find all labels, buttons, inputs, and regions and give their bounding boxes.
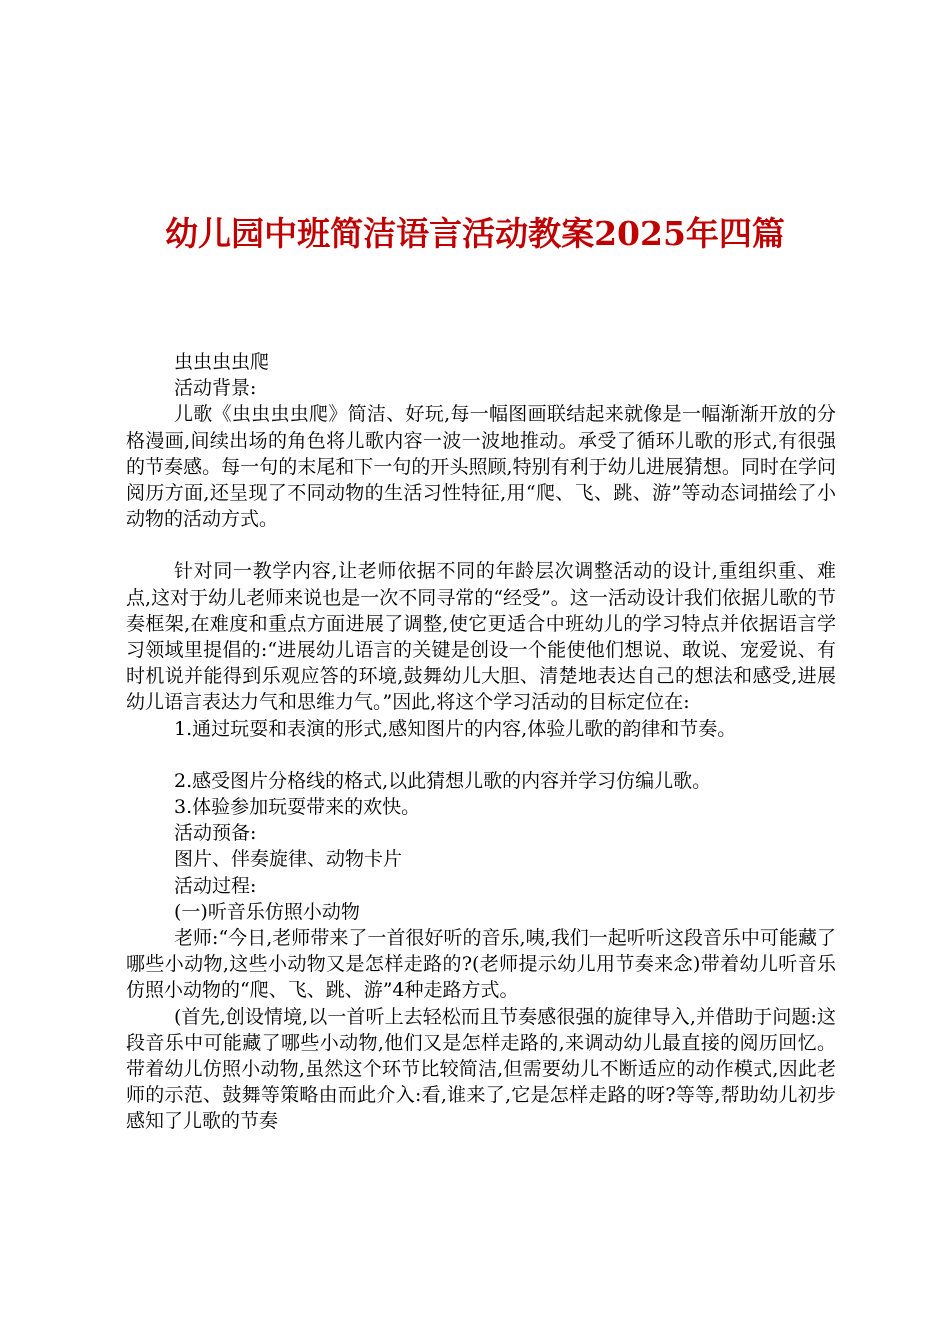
goal-item-3: 3.体验参加玩耍带来的欢快。	[174, 796, 421, 819]
document-title: 幼儿园中班简洁语言活动教案2025年四篇	[165, 214, 785, 253]
paragraph-commentary: (首先,创设情境,以一首听上去轻松而且节奏感很强的旋律导入,并借助于问题:这段音乐中可能藏了哪些小动物,他们又是怎样走路的,来调动幼儿最直接的阅历回忆。带着幼儿仿照小动物,虽然这个环节比较简洁,但需要幼儿不断适应的动作模式,因此老师的示范、鼓舞等策略由而此介入:看,谁来了,它是怎样走路的呀?等等,帮助幼儿初步感知了儿歌的节奏	[126, 1005, 836, 1133]
section-title: 虫虫虫虫爬	[174, 351, 270, 373]
goal-item-1: 1.通过玩耍和表演的形式,感知图片的内容,体验儿歌的韵律和节奏。	[174, 717, 737, 740]
section-heading-preparation: 活动预备:	[174, 822, 257, 845]
preparation-list: 图片、伴奏旋律、动物卡片	[174, 848, 403, 871]
document-body	[126, 349, 836, 1135]
section-heading-process: 活动过程:	[174, 874, 257, 897]
paragraph-gap	[126, 532, 836, 558]
paragraph-background: 儿歌《虫虫虫虫爬》简洁、好玩,每一幅图画联结起来就像是一幅渐渐开放的分格漫画,间续出场的角色将儿歌内容一波一波地推动。承受了循环儿歌的形式,有很强的节奏感。每一句的末尾和下一句的开头照顾,特别有利于幼儿进展猜想。同时在学问阅历方面,还呈现了不同动物的生活习性特征,用“爬、飞、跳、游”等动态词描绘了小动物的活动方式。	[126, 403, 836, 531]
paragraph-gap	[126, 742, 836, 768]
goal-item-2: 2.感受图片分格线的格式,以此猜想儿歌的内容并学习仿编儿歌。	[174, 769, 712, 792]
paragraph-teacher-speech: 老师:“今日,老师带来了一首很好听的音乐,咦,我们一起听听这段音乐中可能藏了哪些小动物,这些小动物又是怎样走路的?(老师提示幼儿用节奏来念)带着幼儿听音乐仿照小动物的“爬、飞、跳、游”4种走路方式。	[126, 927, 836, 1002]
process-step-1-heading: (一)听音乐仿照小动物	[174, 900, 360, 923]
section-heading-background: 活动背景:	[174, 377, 257, 400]
paragraph-design: 针对同一教学内容,让老师依据不同的年龄层次调整活动的设计,重组织重、难点,这对于幼儿老师来说也是一次不同寻常的“经受”。这一活动设计我们依据儿歌的节奏框架,在难度和重点方面进展了调整,使它更适合中班幼儿的学习特点并依据语言学习领域里提倡的:“进展幼儿语言的关键是创设一个能使他们想说、敢说、宠爱说、有时机说并能得到乐观应答的环境,鼓舞幼儿大胆、清楚地表达自己的想法和感受,进展幼儿语言表达力气和思维力气。”因此,将这个学习活动的目标定位在:	[126, 560, 836, 714]
